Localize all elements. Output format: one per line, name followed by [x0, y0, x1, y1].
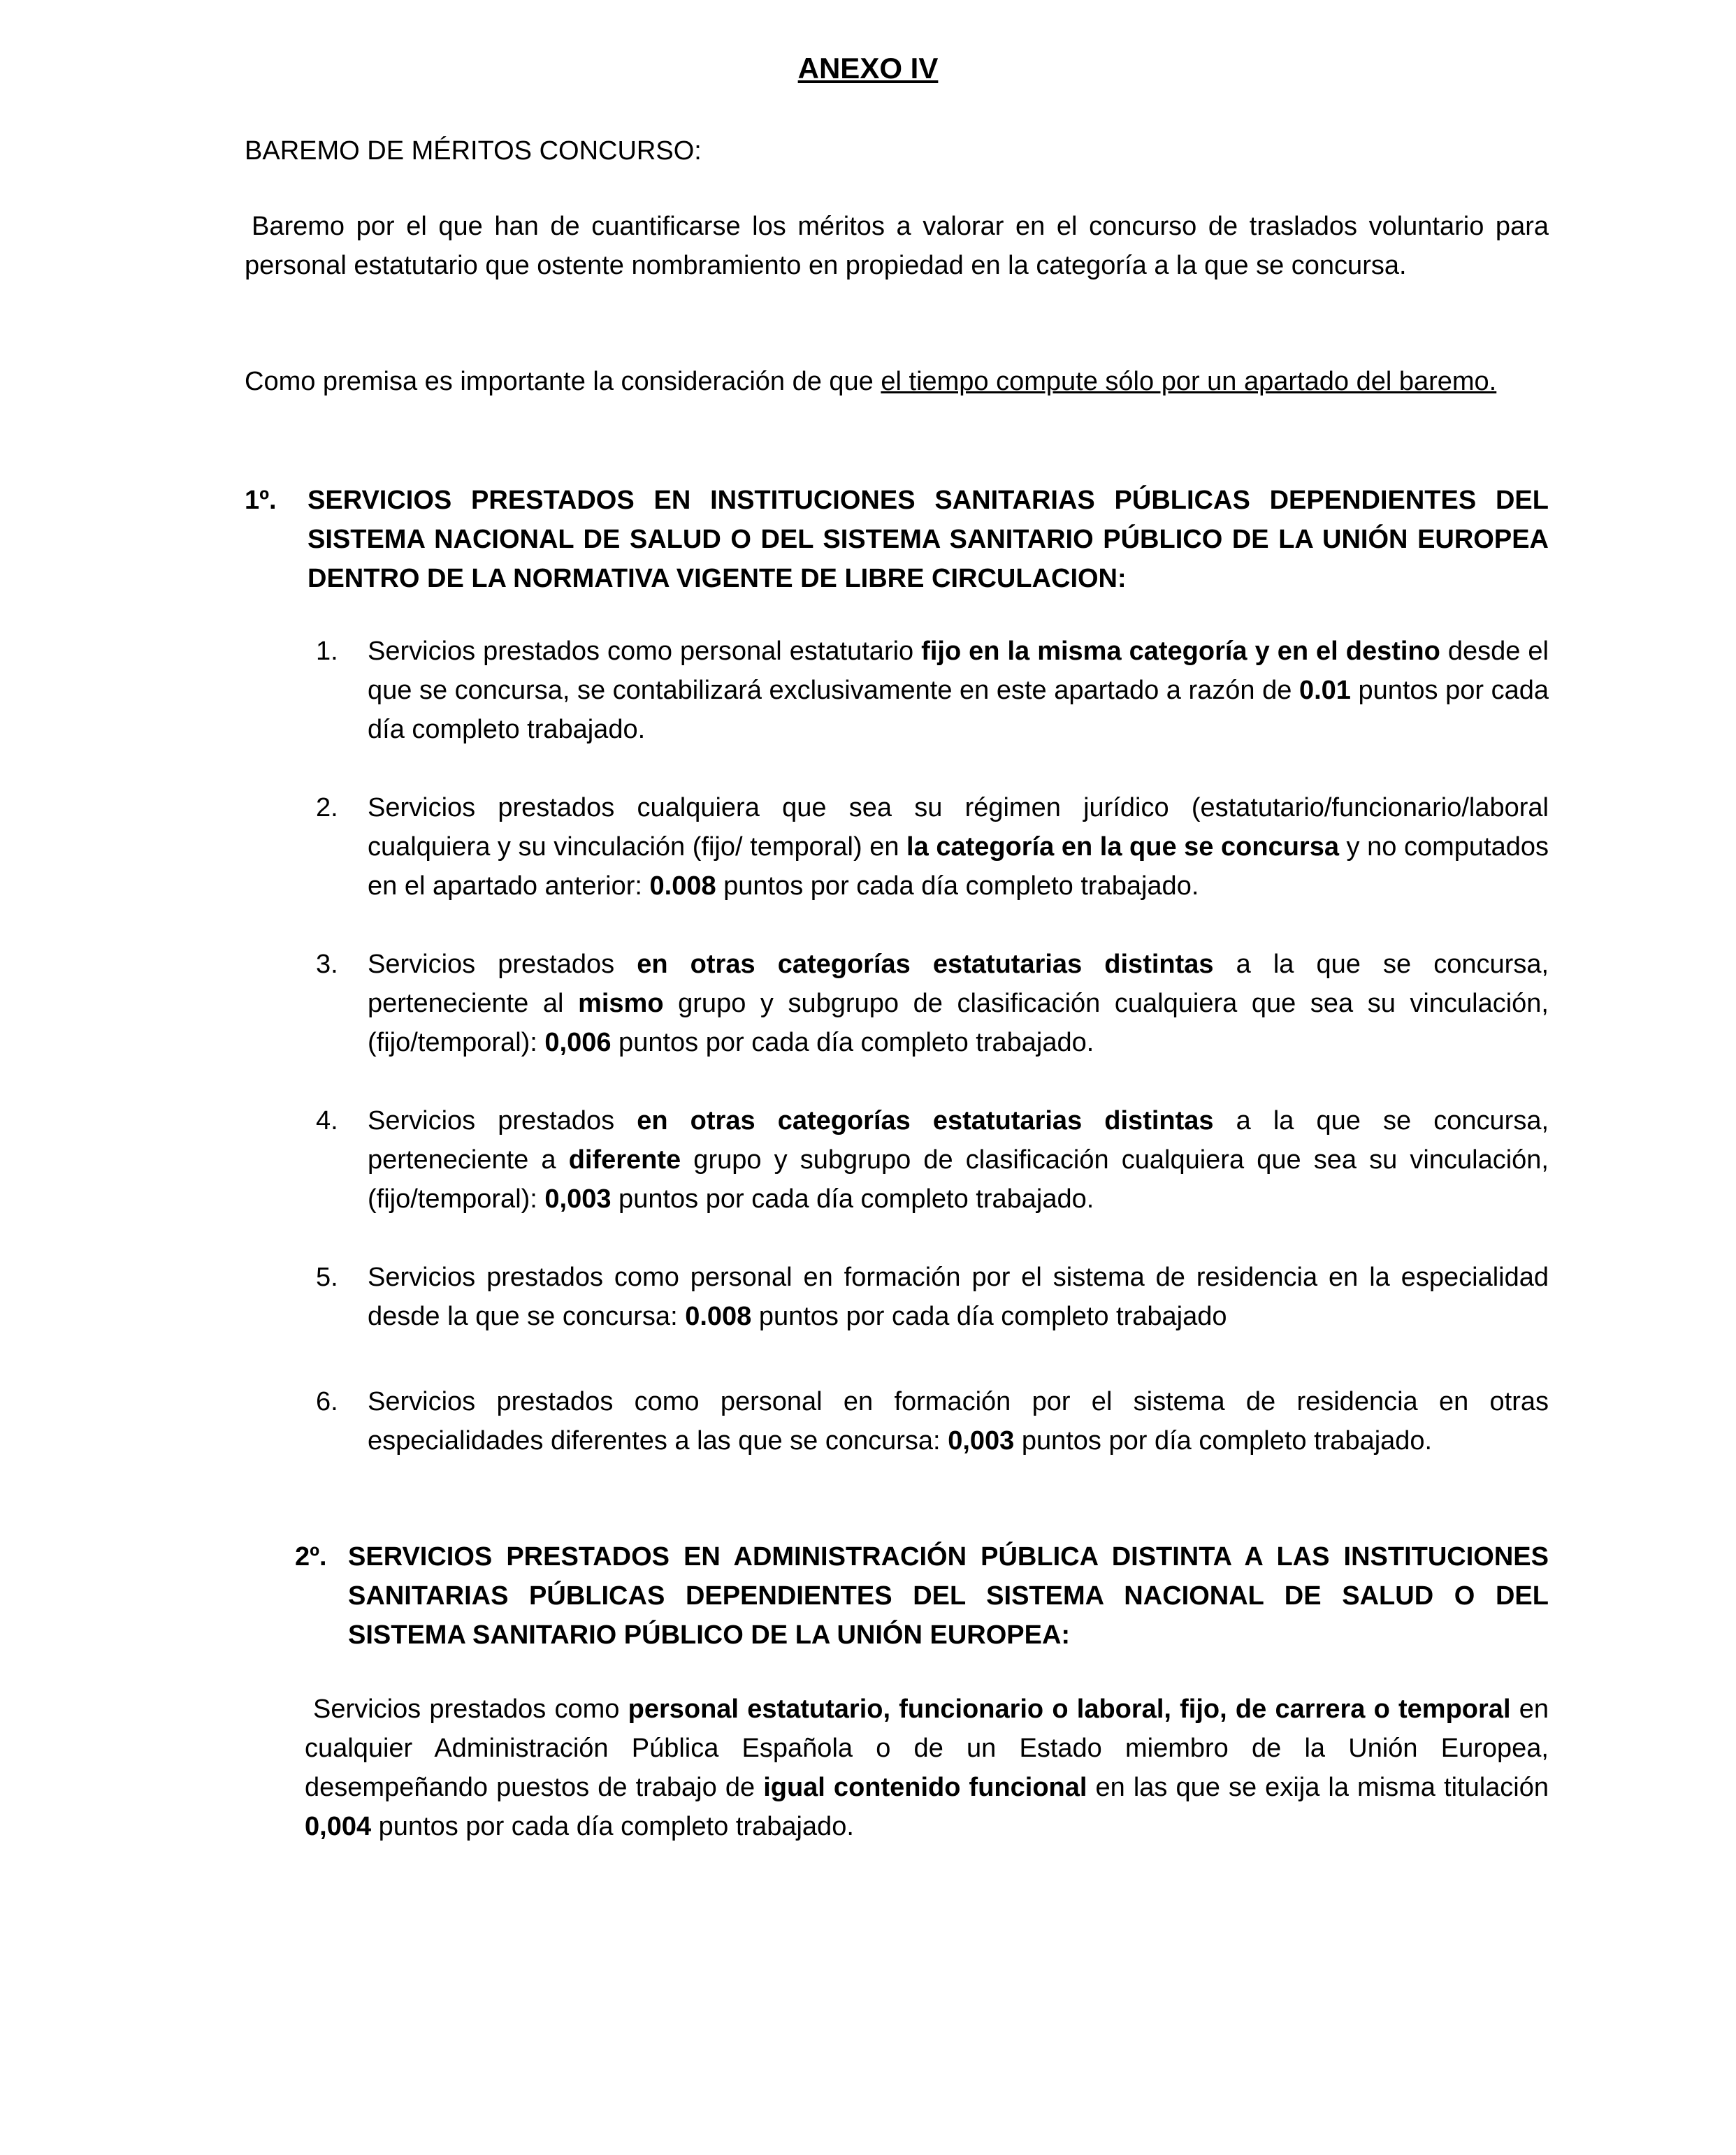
item-4-part-d: diferente	[568, 1145, 681, 1175]
item-6-text	[368, 1382, 1549, 1460]
premise-underlined-text: el tiempo compute sólo por un apartado del baremo.	[881, 367, 1497, 396]
section-2-number: 2º.	[295, 1542, 327, 1572]
item-5-part-a: Servicios prestados como personal en formación por el sistema de residencia en la especialidad desde la que se concursa:	[368, 1263, 1549, 1331]
item-2-part-a: Servicios prestados cualquiera que sea su régimen jurídico (estatutario/funcionario/laboral cualquiera y su vinculación (fijo/ temporal) en	[368, 793, 1549, 862]
item-1-part-c: desde el que se concursa, se contabilizará exclusivamente en este apartado a razón de	[368, 637, 1549, 705]
item-1-part-e: puntos por cada día completo trabajado.	[368, 676, 1549, 744]
item-2-part-c: y no computados en el apartado anterior:	[368, 832, 1549, 901]
item-4-part-c: a la que se concursa, perteneciente a	[368, 1106, 1549, 1175]
item-1-text	[368, 632, 1549, 749]
item-4-part-a: Servicios prestados	[368, 1106, 637, 1135]
item-4-part-e: grupo y subgrupo de clasificación cualquiera que sea su vinculación, (fijo/temporal):	[368, 1145, 1549, 1214]
item-2-number: 2.	[316, 793, 338, 822]
item-1-part-b: fijo en la misma categoría y en el destino	[921, 637, 1440, 666]
item-4-points: 0,003	[544, 1184, 612, 1214]
item-6-part-a: Servicios prestados como personal en formación por el sistema de residencia en otras especialidades diferentes a las que se concursa:	[368, 1387, 1549, 1456]
section-2-part-b: personal estatutario, funcionario o laboral, fijo, de carrera o temporal	[628, 1695, 1511, 1724]
item-1-points: 0.01	[1299, 676, 1351, 705]
item-3-part-g: puntos por cada día completo trabajado.	[611, 1028, 1094, 1057]
item-5-points: 0.008	[685, 1302, 752, 1331]
item-3-part-a: Servicios prestados	[368, 950, 637, 979]
item-4-part-b: en otras categorías estatutarias distintas	[637, 1106, 1214, 1135]
document-subtitle: BAREMO DE MÉRITOS CONCURSO:	[245, 136, 702, 166]
item-4-number: 4.	[316, 1106, 338, 1135]
section-2-part-g: puntos por cada día completo trabajado.	[371, 1812, 854, 1841]
section-1-number: 1º.	[245, 486, 277, 515]
premise-paragraph	[245, 362, 1549, 401]
item-2-text	[368, 788, 1549, 906]
item-5-part-c: puntos por cada día completo trabajado	[751, 1302, 1227, 1331]
item-6-points: 0,003	[948, 1426, 1015, 1456]
section-2-body	[305, 1690, 1549, 1846]
item-3-points: 0,006	[544, 1028, 612, 1057]
premise-plain-text: Como premisa es importante la consideración de que	[245, 367, 881, 396]
item-2-part-b: la categoría en la que se concursa	[906, 832, 1339, 862]
intro-paragraph: Baremo por el que han de cuantificarse los méritos a valorar en el concurso de traslados voluntario para personal estatutario que ostente nombramiento en propiedad en la categoría a la que se concursa.	[245, 212, 1549, 280]
section-2-part-e: en las que se exija la misma titulación	[1087, 1773, 1549, 1802]
item-4-part-g: puntos por cada día completo trabajado.	[611, 1184, 1094, 1214]
item-3-text	[368, 945, 1549, 1062]
section-1-heading: SERVICIOS PRESTADOS EN INSTITUCIONES SANITARIAS PÚBLICAS DEPENDIENTES DEL SISTEMA NACIONAL DE SALUD O DEL SISTEMA SANITARIO PÚBLICO DE LA UNIÓN EUROPEA DENTRO DE LA NORMATIVA VIGENTE DE LIBRE CIRCULACION:	[308, 486, 1549, 593]
document-title: ANEXO IV	[797, 52, 939, 85]
item-1-part-a: Servicios prestados como personal estatutario	[368, 637, 922, 666]
item-5-text	[368, 1258, 1549, 1336]
section-2-part-d: igual contenido funcional	[763, 1773, 1087, 1802]
section-2-part-a: Servicios prestados como	[313, 1695, 628, 1724]
item-3-part-e: grupo y subgrupo de clasificación cualquiera que sea su vinculación, (fijo/temporal):	[368, 989, 1549, 1057]
item-1-number: 1.	[316, 637, 338, 666]
item-5-number: 5.	[316, 1263, 338, 1292]
section-2-part-c: en cualquier Administración Pública Española o de un Estado miembro de la Unión Europea, desempeñando puestos de trabajo de	[305, 1695, 1549, 1802]
section-2-points: 0,004	[305, 1812, 372, 1841]
item-3-part-c: a la que se concursa, perteneciente al	[368, 950, 1549, 1018]
section-2-heading: SERVICIOS PRESTADOS EN ADMINISTRACIÓN PÚBLICA DISTINTA A LAS INSTITUCIONES SANITARIAS PÚBLICAS DEPENDIENTES DEL SISTEMA NACIONAL DE SALUD O DEL SISTEMA SANITARIO PÚBLICO DE LA UNIÓN EUROPEA:	[348, 1542, 1549, 1650]
item-3-part-d: mismo	[578, 989, 664, 1018]
item-6-number: 6.	[316, 1387, 338, 1416]
item-3-number: 3.	[316, 950, 338, 979]
item-4-text	[368, 1101, 1549, 1219]
item-2-part-e: puntos por cada día completo trabajado.	[716, 871, 1199, 901]
item-2-points: 0.008	[649, 871, 716, 901]
item-6-part-c: puntos por día completo trabajado.	[1014, 1426, 1433, 1456]
item-3-part-b: en otras categorías estatutarias distintas	[637, 950, 1214, 979]
